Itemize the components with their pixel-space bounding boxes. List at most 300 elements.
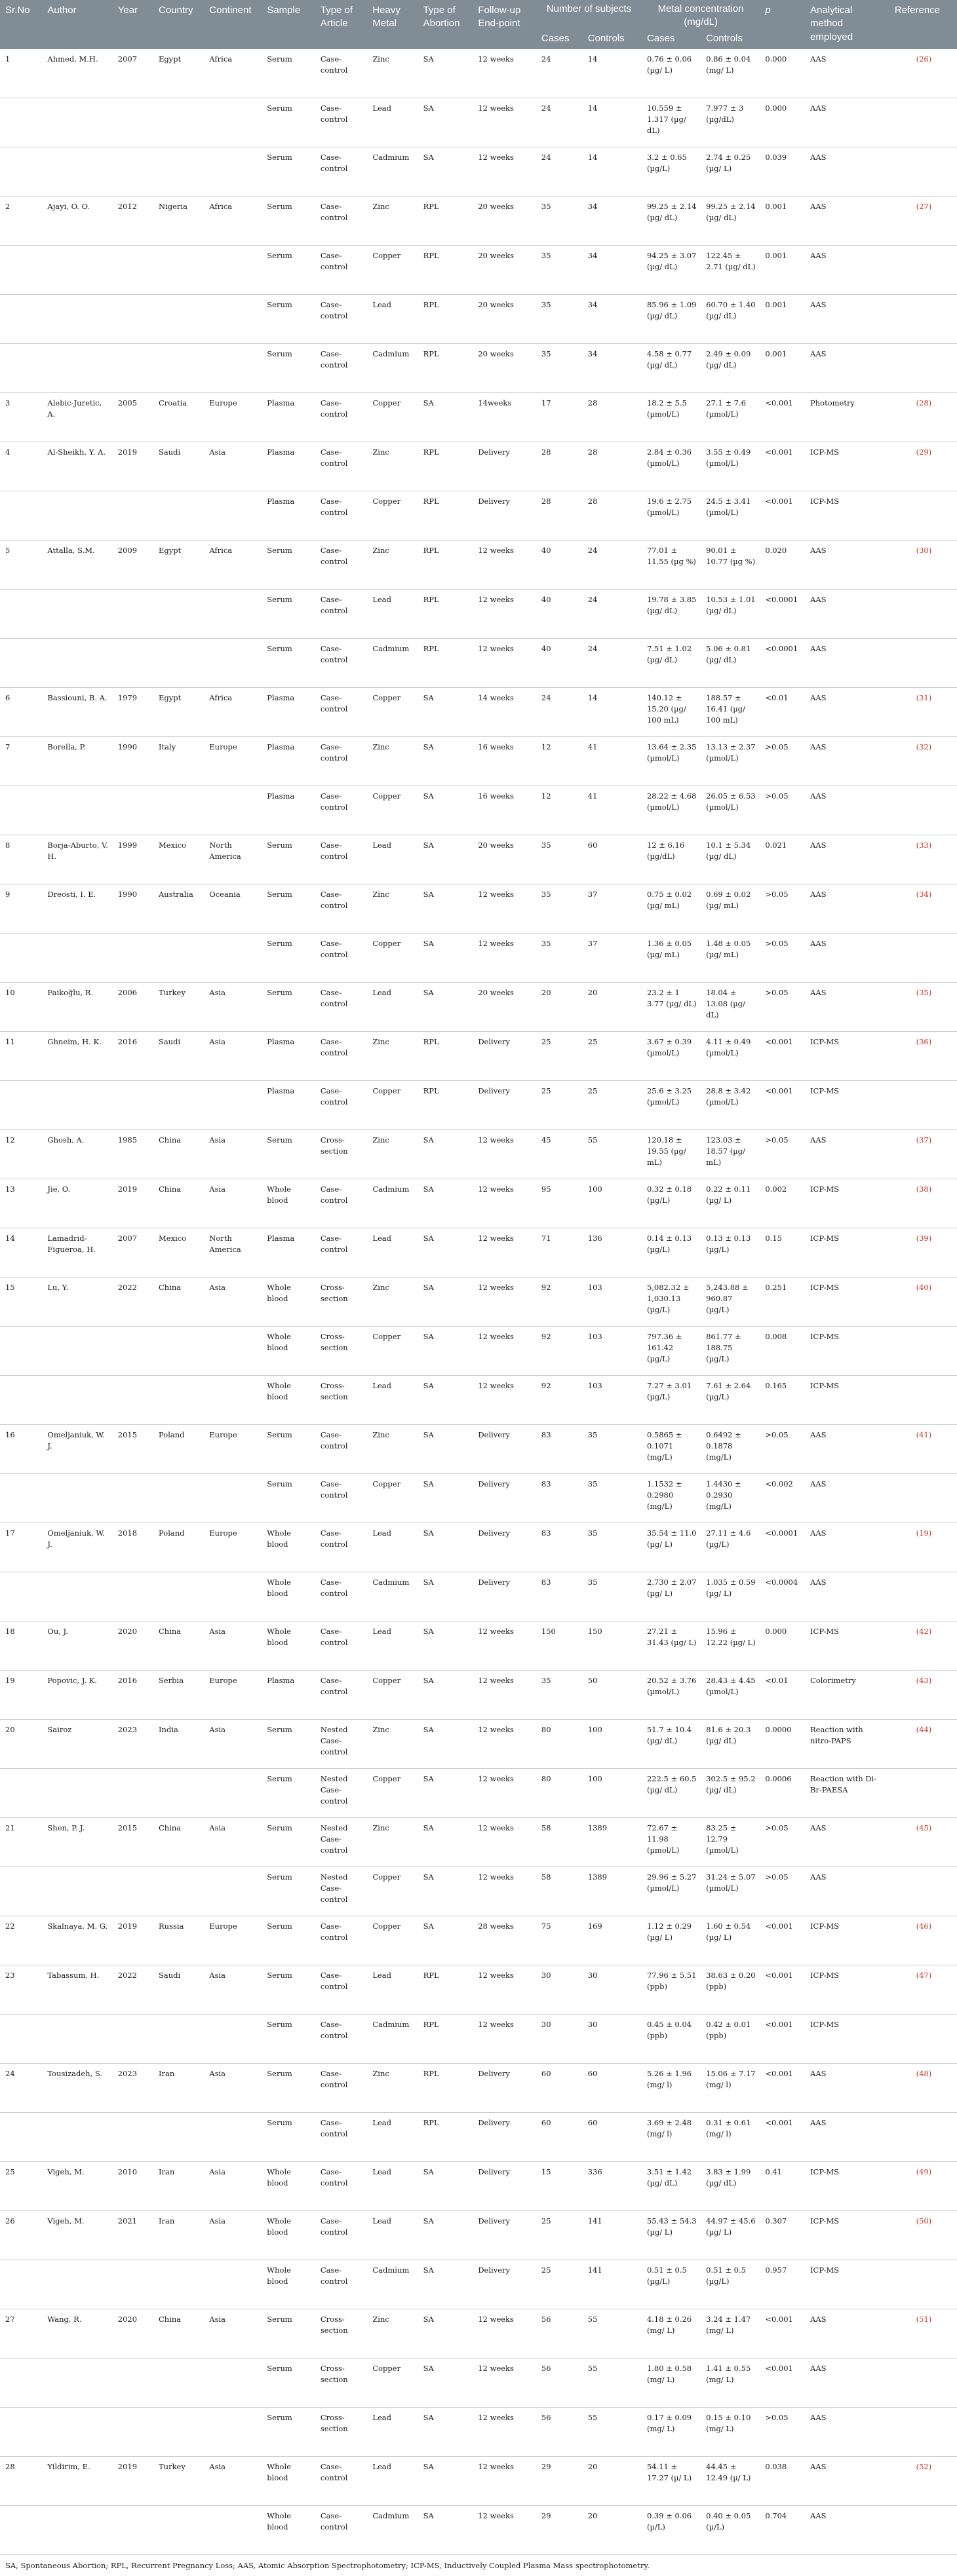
cell-continent: Asia — [204, 1965, 262, 2014]
cell-continent — [204, 2260, 262, 2309]
cell-type-of-abortion: SA — [418, 2358, 473, 2407]
cell-type-of-article: Case-control — [315, 2112, 367, 2161]
cell-metal-controls: 90.01 ± 10.77 (µg %) — [701, 540, 760, 589]
cell-reference: (45) — [889, 1817, 957, 1866]
cell-controls: 25 — [583, 1080, 642, 1129]
cell-heavy-metal: Lead — [367, 1621, 418, 1670]
cell-analytical-method: AAS — [805, 49, 889, 98]
cell-sr-no: 5 — [0, 540, 42, 589]
cell-heavy-metal: Lead — [367, 2210, 418, 2260]
cell-type-of-abortion: SA — [418, 1277, 473, 1326]
cell-metal-cases: 0.32 ± 0.18 (µg/L) — [642, 1179, 701, 1228]
cell-metal-cases: 35.54 ± 11.0 (µg/ L) — [642, 1523, 701, 1572]
cell-type-of-abortion: SA — [418, 982, 473, 1031]
cell-type-of-abortion: SA — [418, 1768, 473, 1817]
cell-type-of-abortion: SA — [418, 2407, 473, 2456]
cell-analytical-method: AAS — [805, 835, 889, 884]
header-reference: Reference — [889, 0, 957, 49]
cell-follow-up: Delivery — [473, 2063, 536, 2112]
cell-analytical-method: AAS — [805, 2456, 889, 2505]
cell-reference: (35) — [889, 982, 957, 1031]
cell-type-of-abortion: SA — [418, 392, 473, 442]
cell-p-value: <0.01 — [760, 687, 805, 736]
cell-metal-cases: 29.96 ± 5.27 (µmol/L) — [642, 1866, 701, 1916]
cell-continent: Europe — [204, 1424, 262, 1473]
cell-type-of-article: Case-control — [315, 245, 367, 294]
cell-author: Attalla, S.M. — [42, 540, 112, 589]
cell-country: India — [153, 1719, 204, 1768]
table-row — [0, 2112, 957, 2161]
cell-author — [42, 2260, 112, 2309]
cell-follow-up: 12 weeks — [473, 1719, 536, 1768]
cell-metal-cases: 0.14 ± 0.13 (µg/L) — [642, 1228, 701, 1277]
cell-metal-cases: 7.51 ± 1.02 (µg/ dL) — [642, 638, 701, 687]
cell-sr-no: 19 — [0, 1670, 42, 1719]
cell-year: 2007 — [113, 49, 153, 98]
cell-controls: 103 — [583, 1277, 642, 1326]
cell-p-value: 0.15 — [760, 1228, 805, 1277]
cell-type-of-article: Cross-section — [315, 2309, 367, 2358]
cell-year: 2023 — [113, 2063, 153, 2112]
cell-sr-no — [0, 1768, 42, 1817]
cell-type-of-article: Case-control — [315, 196, 367, 245]
header-analytical-method: Analytical method employed — [805, 0, 889, 49]
cell-analytical-method: AAS — [805, 884, 889, 933]
cell-cases: 71 — [536, 1228, 583, 1277]
cell-country — [153, 294, 204, 343]
cell-cases: 29 — [536, 2456, 583, 2505]
cell-analytical-method: Colorimetry — [805, 1670, 889, 1719]
cell-metal-cases: 222.5 ± 60.5 (µg/ dL) — [642, 1768, 701, 1817]
cell-type-of-article: Case-control — [315, 835, 367, 884]
cell-year: 2023 — [113, 1719, 153, 1768]
cell-sample: Serum — [262, 933, 315, 982]
cell-metal-cases: 27.21 ± 31.43 (µg/ L) — [642, 1621, 701, 1670]
cell-continent: Asia — [204, 2063, 262, 2112]
cell-analytical-method: ICP-MS — [805, 1179, 889, 1228]
cell-metal-controls: 60.70 ± 1.40 (µg/ dL) — [701, 294, 760, 343]
cell-reference — [889, 1080, 957, 1129]
cell-type-of-article: Case-control — [315, 933, 367, 982]
cell-type-of-article: Case-control — [315, 1179, 367, 1228]
cell-analytical-method: ICP-MS — [805, 2014, 889, 2063]
cell-p-value: 0.021 — [760, 835, 805, 884]
cell-continent: Asia — [204, 1621, 262, 1670]
cell-sample: Whole blood — [262, 1179, 315, 1228]
cell-metal-cases: 0.39 ± 0.06 (µ/L) — [642, 2505, 701, 2554]
cell-type-of-abortion: SA — [418, 147, 473, 196]
table-header — [0, 0, 957, 49]
cell-metal-controls: 0.15 ± 0.10 (mg/ L) — [701, 2407, 760, 2456]
table-row — [0, 1424, 957, 1473]
cell-sr-no — [0, 147, 42, 196]
cell-author: Sairoz — [42, 1719, 112, 1768]
cell-metal-cases: 51.7 ± 10.4 (µg/ dL) — [642, 1719, 701, 1768]
cell-type-of-article: Case-control — [315, 1031, 367, 1080]
cell-type-of-abortion: RPL — [418, 442, 473, 491]
cell-analytical-method: AAS — [805, 1866, 889, 1916]
cell-cases: 150 — [536, 1621, 583, 1670]
cell-sr-no: 18 — [0, 1621, 42, 1670]
cell-reference: (47) — [889, 1965, 957, 2014]
cell-p-value: 0.001 — [760, 245, 805, 294]
cell-reference — [889, 2014, 957, 2063]
cell-country — [153, 2112, 204, 2161]
cell-follow-up: 20 weeks — [473, 835, 536, 884]
cell-analytical-method: AAS — [805, 343, 889, 392]
cell-type-of-abortion: SA — [418, 1572, 473, 1621]
cell-reference: (26) — [889, 49, 957, 98]
cell-type-of-article: Case-control — [315, 98, 367, 147]
cell-p-value: 0.000 — [760, 49, 805, 98]
cell-sr-no: 4 — [0, 442, 42, 491]
cell-analytical-method: AAS — [805, 98, 889, 147]
cell-author: Alebic-Juretic, A. — [42, 392, 112, 442]
cell-controls: 34 — [583, 343, 642, 392]
cell-controls: 34 — [583, 196, 642, 245]
cell-controls: 41 — [583, 786, 642, 835]
cell-controls: 37 — [583, 884, 642, 933]
cell-metal-cases: 1.1532 ± 0.2980 (mg/L) — [642, 1473, 701, 1523]
cell-year: 2012 — [113, 196, 153, 245]
cell-sample: Serum — [262, 294, 315, 343]
cell-metal-controls: 0.42 ± 0.01 (ppb) — [701, 2014, 760, 2063]
cell-analytical-method: ICP-MS — [805, 2260, 889, 2309]
cell-heavy-metal: Copper — [367, 687, 418, 736]
cell-author: Borella, P. — [42, 736, 112, 786]
cell-controls: 60 — [583, 2063, 642, 2112]
cell-year: 2009 — [113, 540, 153, 589]
cell-year — [113, 2505, 153, 2554]
cell-reference: (19) — [889, 1523, 957, 1572]
cell-type-of-article: Cross-section — [315, 1129, 367, 1179]
cell-heavy-metal: Lead — [367, 1965, 418, 2014]
header-metal-controls: Controls — [701, 31, 760, 49]
cell-continent — [204, 786, 262, 835]
cell-p-value: >0.05 — [760, 933, 805, 982]
cell-metal-cases: 5,082.32 ± 1,030.13 (µg/L) — [642, 1277, 701, 1326]
cell-country: Egypt — [153, 49, 204, 98]
cell-follow-up: Delivery — [473, 1523, 536, 1572]
cell-metal-cases: 77.96 ± 5.51 (ppb) — [642, 1965, 701, 2014]
header-type-of-article: Type of Article — [315, 0, 367, 49]
cell-p-value: <0.001 — [760, 2014, 805, 2063]
cell-metal-controls: 122.45 ± 2.71 (µg/ dL) — [701, 245, 760, 294]
cell-heavy-metal: Zinc — [367, 1031, 418, 1080]
cell-follow-up: 20 weeks — [473, 245, 536, 294]
cell-continent: Asia — [204, 1277, 262, 1326]
cell-metal-cases: 19.78 ± 3.85 (µg/ dL) — [642, 589, 701, 638]
cell-heavy-metal: Copper — [367, 933, 418, 982]
cell-heavy-metal: Zinc — [367, 1424, 418, 1473]
cell-sr-no: 15 — [0, 1277, 42, 1326]
cell-cases: 15 — [536, 2161, 583, 2210]
cell-metal-cases: 4.58 ± 0.77 (µg/ dL) — [642, 343, 701, 392]
cell-author: Jie, O. — [42, 1179, 112, 1228]
cell-cases: 83 — [536, 1473, 583, 1523]
cell-heavy-metal: Zinc — [367, 736, 418, 786]
table-row — [0, 982, 957, 1031]
cell-heavy-metal: Zinc — [367, 1817, 418, 1866]
cell-cases: 40 — [536, 540, 583, 589]
cell-sr-no — [0, 343, 42, 392]
cell-p-value: 0.039 — [760, 147, 805, 196]
cell-heavy-metal: Zinc — [367, 1129, 418, 1179]
cell-p-value: >0.05 — [760, 1866, 805, 1916]
cell-type-of-abortion: SA — [418, 1866, 473, 1916]
cell-sample: Whole blood — [262, 1523, 315, 1572]
cell-type-of-article: Case-control — [315, 1916, 367, 1965]
header-cases: Cases — [536, 31, 583, 49]
cell-sr-no: 26 — [0, 2210, 42, 2260]
cell-reference: (37) — [889, 1129, 957, 1179]
cell-sample: Plasma — [262, 736, 315, 786]
cell-year: 1990 — [113, 736, 153, 786]
cell-controls: 24 — [583, 638, 642, 687]
cell-continent — [204, 1326, 262, 1375]
table-row — [0, 589, 957, 638]
cell-reference — [889, 1866, 957, 1916]
cell-type-of-article: Case-control — [315, 392, 367, 442]
cell-country: Russia — [153, 1916, 204, 1965]
table-row — [0, 196, 957, 245]
cell-author — [42, 2358, 112, 2407]
cell-country: Poland — [153, 1523, 204, 1572]
cell-controls: 35 — [583, 1473, 642, 1523]
cell-country: Iran — [153, 2161, 204, 2210]
table-row — [0, 343, 957, 392]
cell-cases: 29 — [536, 2505, 583, 2554]
cell-follow-up: 12 weeks — [473, 1326, 536, 1375]
table-row — [0, 98, 957, 147]
cell-sample: Plasma — [262, 442, 315, 491]
cell-sr-no — [0, 491, 42, 540]
cell-controls: 28 — [583, 392, 642, 442]
table-row — [0, 1670, 957, 1719]
cell-follow-up: 12 weeks — [473, 1768, 536, 1817]
header-follow-up: Follow-up End-point — [473, 0, 536, 49]
cell-p-value: <0.001 — [760, 1916, 805, 1965]
table-row — [0, 1375, 957, 1424]
cell-metal-cases: 13.64 ± 2.35 (µmol/L) — [642, 736, 701, 786]
cell-type-of-article: Case-control — [315, 2063, 367, 2112]
cell-metal-cases: 0.76 ± 0.06 (µg/ L) — [642, 49, 701, 98]
cell-p-value: <0.001 — [760, 1080, 805, 1129]
cell-metal-cases: 55.43 ± 54.3 (µg/ L) — [642, 2210, 701, 2260]
cell-sr-no: 17 — [0, 1523, 42, 1572]
cell-follow-up: 14weeks — [473, 392, 536, 442]
cell-continent: Asia — [204, 442, 262, 491]
cell-metal-cases: 0.17 ± 0.09 (mg/ L) — [642, 2407, 701, 2456]
cell-sample: Serum — [262, 49, 315, 98]
cell-controls: 28 — [583, 442, 642, 491]
table-row — [0, 1719, 957, 1768]
cell-year — [113, 786, 153, 835]
cell-sr-no: 6 — [0, 687, 42, 736]
cell-controls: 35 — [583, 1523, 642, 1572]
cell-metal-controls: 10.1 ± 5.34 (µg/ dL) — [701, 835, 760, 884]
cell-analytical-method: AAS — [805, 1424, 889, 1473]
cell-sr-no: 10 — [0, 982, 42, 1031]
cell-analytical-method: AAS — [805, 540, 889, 589]
cell-type-of-abortion: SA — [418, 1326, 473, 1375]
table-row — [0, 1572, 957, 1621]
cell-follow-up: Delivery — [473, 2210, 536, 2260]
cell-type-of-abortion: RPL — [418, 343, 473, 392]
cell-author — [42, 491, 112, 540]
cell-metal-cases: 797.36 ± 161.42 (µg/L) — [642, 1326, 701, 1375]
cell-continent — [204, 343, 262, 392]
cell-p-value: >0.05 — [760, 736, 805, 786]
cell-analytical-method: AAS — [805, 1572, 889, 1621]
cell-reference — [889, 147, 957, 196]
cell-author: Vigeh, M. — [42, 2161, 112, 2210]
cell-type-of-article: Case-control — [315, 638, 367, 687]
cell-author — [42, 98, 112, 147]
cell-author: Lu, Y. — [42, 1277, 112, 1326]
cell-country: China — [153, 1817, 204, 1866]
cell-p-value: 0.020 — [760, 540, 805, 589]
cell-continent: Europe — [204, 1670, 262, 1719]
cell-type-of-abortion: SA — [418, 1179, 473, 1228]
cell-analytical-method: AAS — [805, 1473, 889, 1523]
cell-type-of-abortion: SA — [418, 1719, 473, 1768]
cell-year — [113, 933, 153, 982]
header-sample: Sample — [262, 0, 315, 49]
cell-type-of-article: Case-control — [315, 982, 367, 1031]
cell-type-of-article: Case-control — [315, 1473, 367, 1523]
cell-follow-up: 12 weeks — [473, 1817, 536, 1866]
cell-analytical-method: ICP-MS — [805, 1965, 889, 2014]
table-row — [0, 1473, 957, 1523]
cell-controls: 103 — [583, 1326, 642, 1375]
cell-metal-cases: 1.36 ± 0.05 (µg/ mL) — [642, 933, 701, 982]
cell-type-of-abortion: SA — [418, 786, 473, 835]
cell-country — [153, 933, 204, 982]
cell-sr-no — [0, 589, 42, 638]
cell-controls: 34 — [583, 294, 642, 343]
cell-cases: 75 — [536, 1916, 583, 1965]
cell-country — [153, 491, 204, 540]
cell-type-of-article: Case-control — [315, 2210, 367, 2260]
cell-country: Iran — [153, 2210, 204, 2260]
cell-metal-controls: 188.57 ± 16.41 (µg/ 100 mL) — [701, 687, 760, 736]
cell-p-value: 0.165 — [760, 1375, 805, 1424]
cell-metal-controls: 1.48 ± 0.05 (µg/ mL) — [701, 933, 760, 982]
cell-cases: 40 — [536, 589, 583, 638]
cell-reference: (52) — [889, 2456, 957, 2505]
cell-cases: 24 — [536, 147, 583, 196]
cell-p-value: <0.001 — [760, 491, 805, 540]
cell-controls: 100 — [583, 1179, 642, 1228]
cell-author — [42, 638, 112, 687]
cell-country: Italy — [153, 736, 204, 786]
cell-author: Ahmed, M.H. — [42, 49, 112, 98]
cell-p-value: 0.957 — [760, 2260, 805, 2309]
cell-year — [113, 1473, 153, 1523]
cell-sample: Serum — [262, 2358, 315, 2407]
cell-reference — [889, 245, 957, 294]
cell-p-value: >0.05 — [760, 786, 805, 835]
table-row — [0, 1916, 957, 1965]
cell-continent — [204, 2112, 262, 2161]
cell-metal-cases: 1.80 ± 0.58 (mg/ L) — [642, 2358, 701, 2407]
cell-type-of-abortion: SA — [418, 1228, 473, 1277]
cell-metal-cases: 2.84 ± 0.36 (µmol/L) — [642, 442, 701, 491]
cell-cases: 35 — [536, 835, 583, 884]
cell-heavy-metal: Zinc — [367, 49, 418, 98]
cell-continent: Asia — [204, 1129, 262, 1179]
cell-follow-up: 12 weeks — [473, 1277, 536, 1326]
cell-continent: Asia — [204, 1179, 262, 1228]
cell-analytical-method: AAS — [805, 982, 889, 1031]
header-p-value: p — [760, 0, 805, 49]
cell-metal-controls: 0.13 ± 0.13 (µg/L) — [701, 1228, 760, 1277]
cell-reference — [889, 2260, 957, 2309]
cell-analytical-method: AAS — [805, 2358, 889, 2407]
cell-reference — [889, 98, 957, 147]
cell-type-of-abortion: SA — [418, 2210, 473, 2260]
cell-year — [113, 2014, 153, 2063]
cell-p-value: <0.0004 — [760, 1572, 805, 1621]
cell-sample: Whole blood — [262, 1572, 315, 1621]
cell-sample: Plasma — [262, 1031, 315, 1080]
cell-year — [113, 1326, 153, 1375]
cell-follow-up: 12 weeks — [473, 147, 536, 196]
cell-follow-up: Delivery — [473, 2161, 536, 2210]
cell-follow-up: 12 weeks — [473, 2505, 536, 2554]
cell-reference — [889, 1375, 957, 1424]
cell-reference — [889, 589, 957, 638]
cell-year: 2022 — [113, 1277, 153, 1326]
cell-analytical-method: ICP-MS — [805, 1375, 889, 1424]
cell-sample: Serum — [262, 1719, 315, 1768]
cell-follow-up: Delivery — [473, 2260, 536, 2309]
cell-author: Dreosti, I. E. — [42, 884, 112, 933]
cell-heavy-metal: Cadmium — [367, 2260, 418, 2309]
cell-country: Poland — [153, 1424, 204, 1473]
cell-year: 2016 — [113, 1670, 153, 1719]
cell-analytical-method: Reaction with nitro-PAPS — [805, 1719, 889, 1768]
cell-metal-cases: 120.18 ± 19.55 (µg/ mL) — [642, 1129, 701, 1179]
cell-follow-up: 12 weeks — [473, 1621, 536, 1670]
cell-controls: 35 — [583, 1424, 642, 1473]
cell-metal-controls: 1.035 ± 0.59 (µg/ L) — [701, 1572, 760, 1621]
cell-sample: Plasma — [262, 786, 315, 835]
cell-sr-no: 24 — [0, 2063, 42, 2112]
cell-sample: Whole blood — [262, 2505, 315, 2554]
cell-controls: 14 — [583, 687, 642, 736]
cell-sr-no: 23 — [0, 1965, 42, 2014]
cell-type-of-article: Case-control — [315, 1621, 367, 1670]
cell-follow-up: 12 weeks — [473, 933, 536, 982]
cell-sample: Whole blood — [262, 1621, 315, 1670]
cell-follow-up: Delivery — [473, 442, 536, 491]
cell-p-value: 0.001 — [760, 343, 805, 392]
cell-sample: Whole blood — [262, 1375, 315, 1424]
cell-continent — [204, 147, 262, 196]
cell-continent: Asia — [204, 1817, 262, 1866]
cell-follow-up: 12 weeks — [473, 2014, 536, 2063]
cell-heavy-metal: Copper — [367, 1916, 418, 1965]
cell-sample: Serum — [262, 1965, 315, 2014]
cell-year: 2021 — [113, 2210, 153, 2260]
cell-heavy-metal: Copper — [367, 786, 418, 835]
cell-metal-cases: 10.559 ± 1.317 (µg/ dL) — [642, 98, 701, 147]
cell-sample: Serum — [262, 2063, 315, 2112]
cell-type-of-abortion: RPL — [418, 2063, 473, 2112]
cell-reference: (33) — [889, 835, 957, 884]
